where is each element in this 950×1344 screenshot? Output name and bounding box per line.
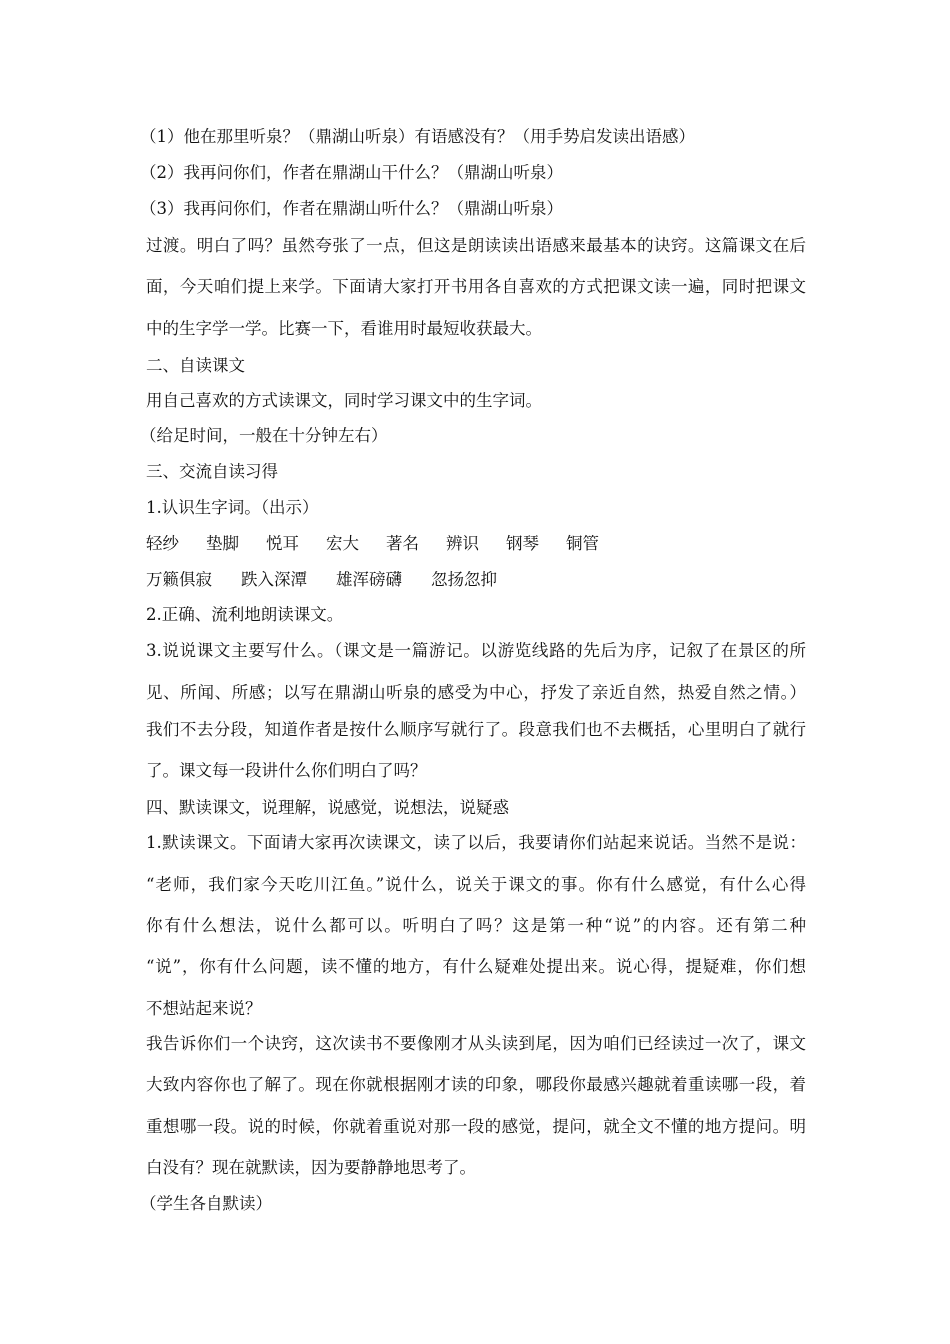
section-heading-3: 三、交流自读习得 bbox=[146, 462, 278, 481]
vocab-phrase: 万籁俱寂 bbox=[146, 570, 212, 589]
vocab-word: 著名 bbox=[386, 534, 419, 553]
paragraph-line: “说”，你有什么问题，读不懂的地方，有什么疑难处提出来。说心得，提疑难，你们想 bbox=[146, 957, 806, 976]
paragraph-line: 不想站起来说？ bbox=[146, 999, 262, 1018]
vocab-word: 铜管 bbox=[566, 534, 599, 553]
paragraph-line: 我告诉你们一个诀窍，这次读书不要像刚才从头读到尾，因为咱们已经读过一次了，课文 bbox=[146, 1034, 806, 1053]
list-item: 3.说说课文主要写什么。（课文是一篇游记。以游览线路的先后为序，记叙了在景区的所 bbox=[146, 641, 806, 660]
paragraph-line: 用自己喜欢的方式读课文，同时学习课文中的生字词。 bbox=[146, 391, 542, 410]
paragraph-line: 大致内容你也了解了。现在你就根据刚才读的印象，哪段你最感兴趣就着重读哪一段，着 bbox=[146, 1075, 806, 1094]
paragraph-line: 中的生字学一学。比赛一下，看谁用时最短收获最大。 bbox=[146, 319, 542, 338]
question-1: （1）他在那里听泉？（鼎湖山听泉）有语感没有？（用手势启发读出语感） bbox=[140, 127, 695, 146]
vocab-word: 宏大 bbox=[326, 534, 359, 553]
list-item: 1.认识生字词。（出示） bbox=[146, 498, 319, 517]
paragraph-line: 见、所闻、所感；以写在鼎湖山听泉的感受为中心，抒发了亲近自然，热爱自然之情。） bbox=[146, 683, 806, 702]
vocab-row-1 bbox=[146, 533, 626, 555]
vocab-word: 轻纱 bbox=[146, 534, 179, 553]
vocab-phrase: 跌入深潭 bbox=[241, 570, 307, 589]
question-3: （3）我再问你们，作者在鼎湖山听什么？（鼎湖山听泉） bbox=[140, 199, 563, 218]
note-line: （给足时间，一般在十分钟左右） bbox=[140, 426, 388, 445]
vocab-word: 辨识 bbox=[446, 534, 479, 553]
section-heading-2: 二、自读课文 bbox=[146, 356, 245, 375]
list-item: 2.正确、流利地朗读课文。 bbox=[146, 605, 344, 624]
paragraph-line: 过渡。明白了吗？虽然夸张了一点，但这是朗读读出语感来最基本的诀窍。这篇课文在后 bbox=[146, 236, 806, 255]
paragraph-line: 我们不去分段，知道作者是按什么顺序写就行了。段意我们也不去概括，心里明白了就行 bbox=[146, 720, 806, 739]
list-item: 1.默读课文。下面请大家再次读课文，读了以后，我要请你们站起来说话。当然不是说： bbox=[146, 833, 806, 852]
vocab-phrase: 忽扬忽抑 bbox=[431, 570, 497, 589]
vocab-word: 垫脚 bbox=[206, 534, 239, 553]
vocab-phrase: 雄浑磅礴 bbox=[336, 570, 402, 589]
paragraph-line: 白没有？现在就默读，因为要静静地思考了。 bbox=[146, 1158, 476, 1177]
paragraph-line: “老师，我们家今天吃川江鱼。”说什么，说关于课文的事。你有什么感觉，有什么心得 bbox=[146, 875, 806, 894]
vocab-row-2 bbox=[146, 569, 526, 591]
paragraph-line: 面，今天咱们提上来学。下面请大家打开书用各自喜欢的方式把课文读一遍，同时把课文 bbox=[146, 277, 806, 296]
paragraph-line: 重想哪一段。说的时候，你就着重说对那一段的感觉，提问，就全文不懂的地方提问。明 bbox=[146, 1117, 806, 1136]
section-heading-4: 四、默读课文，说理解，说感觉，说想法，说疑惑 bbox=[146, 798, 509, 817]
paragraph-line: 你有什么想法，说什么都可以。听明白了吗？这是第一种“说”的内容。还有第二种 bbox=[146, 916, 806, 935]
paragraph-line: 了。课文每一段讲什么你们明白了吗？ bbox=[146, 761, 427, 780]
vocab-word: 钢琴 bbox=[506, 534, 539, 553]
note-line: （学生各自默读） bbox=[140, 1194, 272, 1213]
vocab-word: 悦耳 bbox=[266, 534, 299, 553]
question-2: （2）我再问你们，作者在鼎湖山干什么？（鼎湖山听泉） bbox=[140, 163, 563, 182]
